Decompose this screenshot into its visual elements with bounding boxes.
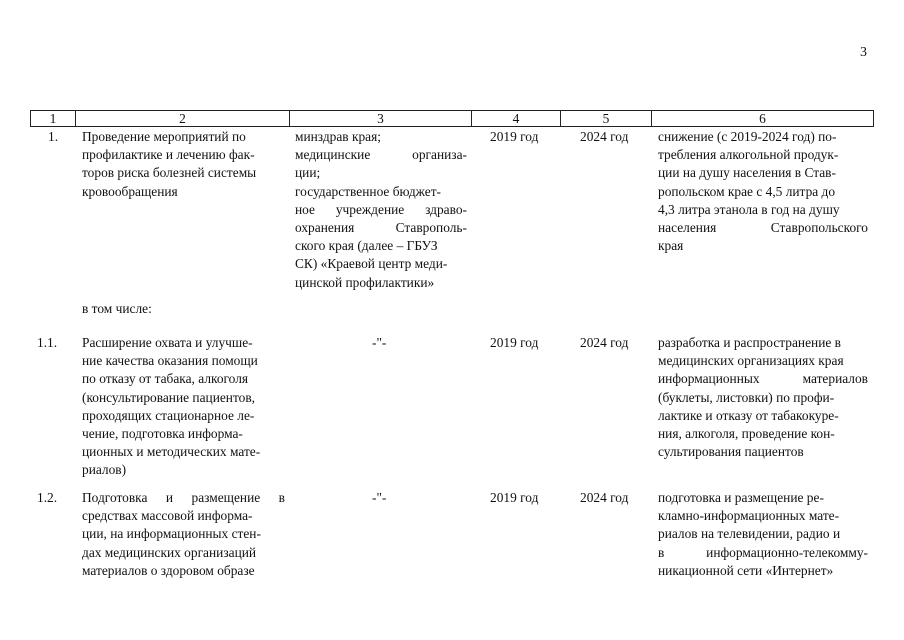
measure-line: материалов о здоровом образе: [82, 562, 255, 578]
result-line: ропольском крае с 4,5 литра до: [658, 183, 836, 199]
end-year: 2024 год: [580, 129, 629, 144]
executor-line: цинской профилактики»: [295, 274, 435, 290]
end-year: 2024 год: [580, 335, 629, 350]
result-line: медицинских организациях края: [658, 353, 844, 369]
measure-line: средствах массовой информа-: [82, 508, 253, 524]
result-line: ния, алкоголя, проведение кон-: [658, 426, 835, 442]
row-number: 1.2.: [37, 490, 58, 505]
result-cell: [658, 128, 868, 255]
measure-cell: [82, 128, 285, 201]
measure-line: торов риска болезней системы: [82, 165, 257, 181]
measure-line: кровообращения: [82, 183, 178, 199]
result-line: 4,3 литра этанола в год на душу: [658, 201, 840, 217]
start-year: 2019 год: [490, 490, 539, 505]
header-col-2: 2: [76, 110, 290, 127]
header-col-4: 4: [472, 110, 561, 127]
measure-line: Проведение мероприятий по: [82, 129, 246, 144]
measure-line: профилактике и лечению фак-: [82, 147, 255, 163]
measure-line: Расширение охвата и улучше-: [82, 335, 253, 350]
header-col-3: 3: [290, 110, 472, 127]
executor-cell: [295, 128, 467, 292]
measure-line: ции, на информационных стен-: [82, 526, 261, 542]
executor-line: СК) «Краевой центр меди-: [295, 256, 448, 272]
header-col-5: 5: [561, 110, 652, 127]
measure-line: ционных и методических мате-: [82, 444, 261, 460]
executor-line: ского края (далее – ГБУЗ: [295, 238, 438, 254]
result-line: населения Ставропольского: [658, 220, 868, 236]
result-line: требления алкогольной продук-: [658, 147, 839, 163]
measure-line: (консультирование пациентов,: [82, 389, 256, 405]
subheading: в том числе:: [82, 301, 152, 316]
measure-line: чение, подготовка информа-: [82, 426, 243, 442]
measure-line: риалов): [82, 462, 127, 478]
executor-line: государственное бюджет-: [295, 183, 442, 199]
start-year: 2019 год: [490, 335, 539, 350]
result-line: никационной сети «Интернет»: [658, 562, 834, 578]
header-col-1: 1: [30, 110, 76, 127]
executor-line: минздрав края;: [295, 129, 381, 144]
executor-ditto: -"-: [372, 490, 387, 505]
row-number: 1.: [48, 129, 59, 144]
measure-cell: [82, 489, 285, 580]
executor-line: охранения Ставрополь-: [295, 220, 467, 236]
measure-line: Подготовка и размещение в: [82, 490, 285, 505]
row-number: 1.1.: [37, 335, 58, 350]
result-line: лактике и отказу от табакокуре-: [658, 407, 839, 423]
measure-line: по отказу от табака, алкоголя: [82, 371, 249, 387]
result-line: информационных материалов: [658, 371, 868, 387]
result-line: снижение (с 2019-2024 год) по-: [658, 129, 837, 144]
result-line: риалов на телевидении, радио и: [658, 526, 841, 542]
end-year: 2024 год: [580, 490, 629, 505]
result-line: кламно-информационных мате-: [658, 508, 840, 524]
result-line: ции на душу населения в Став-: [658, 165, 836, 181]
result-line: края: [658, 238, 684, 254]
start-year: 2019 год: [490, 129, 539, 144]
executor-line: медицинские организа-: [295, 147, 467, 163]
result-line: сультирования пациентов: [658, 444, 804, 460]
result-line: подготовка и размещение ре-: [658, 490, 824, 505]
measure-line: ние качества оказания помощи: [82, 353, 258, 369]
result-line: разработка и распространение в: [658, 335, 841, 350]
measure-cell: [82, 334, 285, 480]
measure-line: проходящих стационарное ле-: [82, 407, 255, 423]
result-line: (буклеты, листовки) по профи-: [658, 389, 835, 405]
result-cell: [658, 334, 868, 461]
header-col-6: 6: [652, 110, 874, 127]
executor-ditto: -"-: [372, 335, 387, 350]
measure-line: дах медицинских организаций: [82, 544, 257, 560]
page-number: 3: [860, 45, 867, 60]
result-line: в информационно-телекомму-: [658, 544, 868, 560]
result-cell: [658, 489, 868, 580]
executor-line: ное учреждение здраво-: [295, 201, 467, 217]
executor-line: ции;: [295, 165, 321, 181]
